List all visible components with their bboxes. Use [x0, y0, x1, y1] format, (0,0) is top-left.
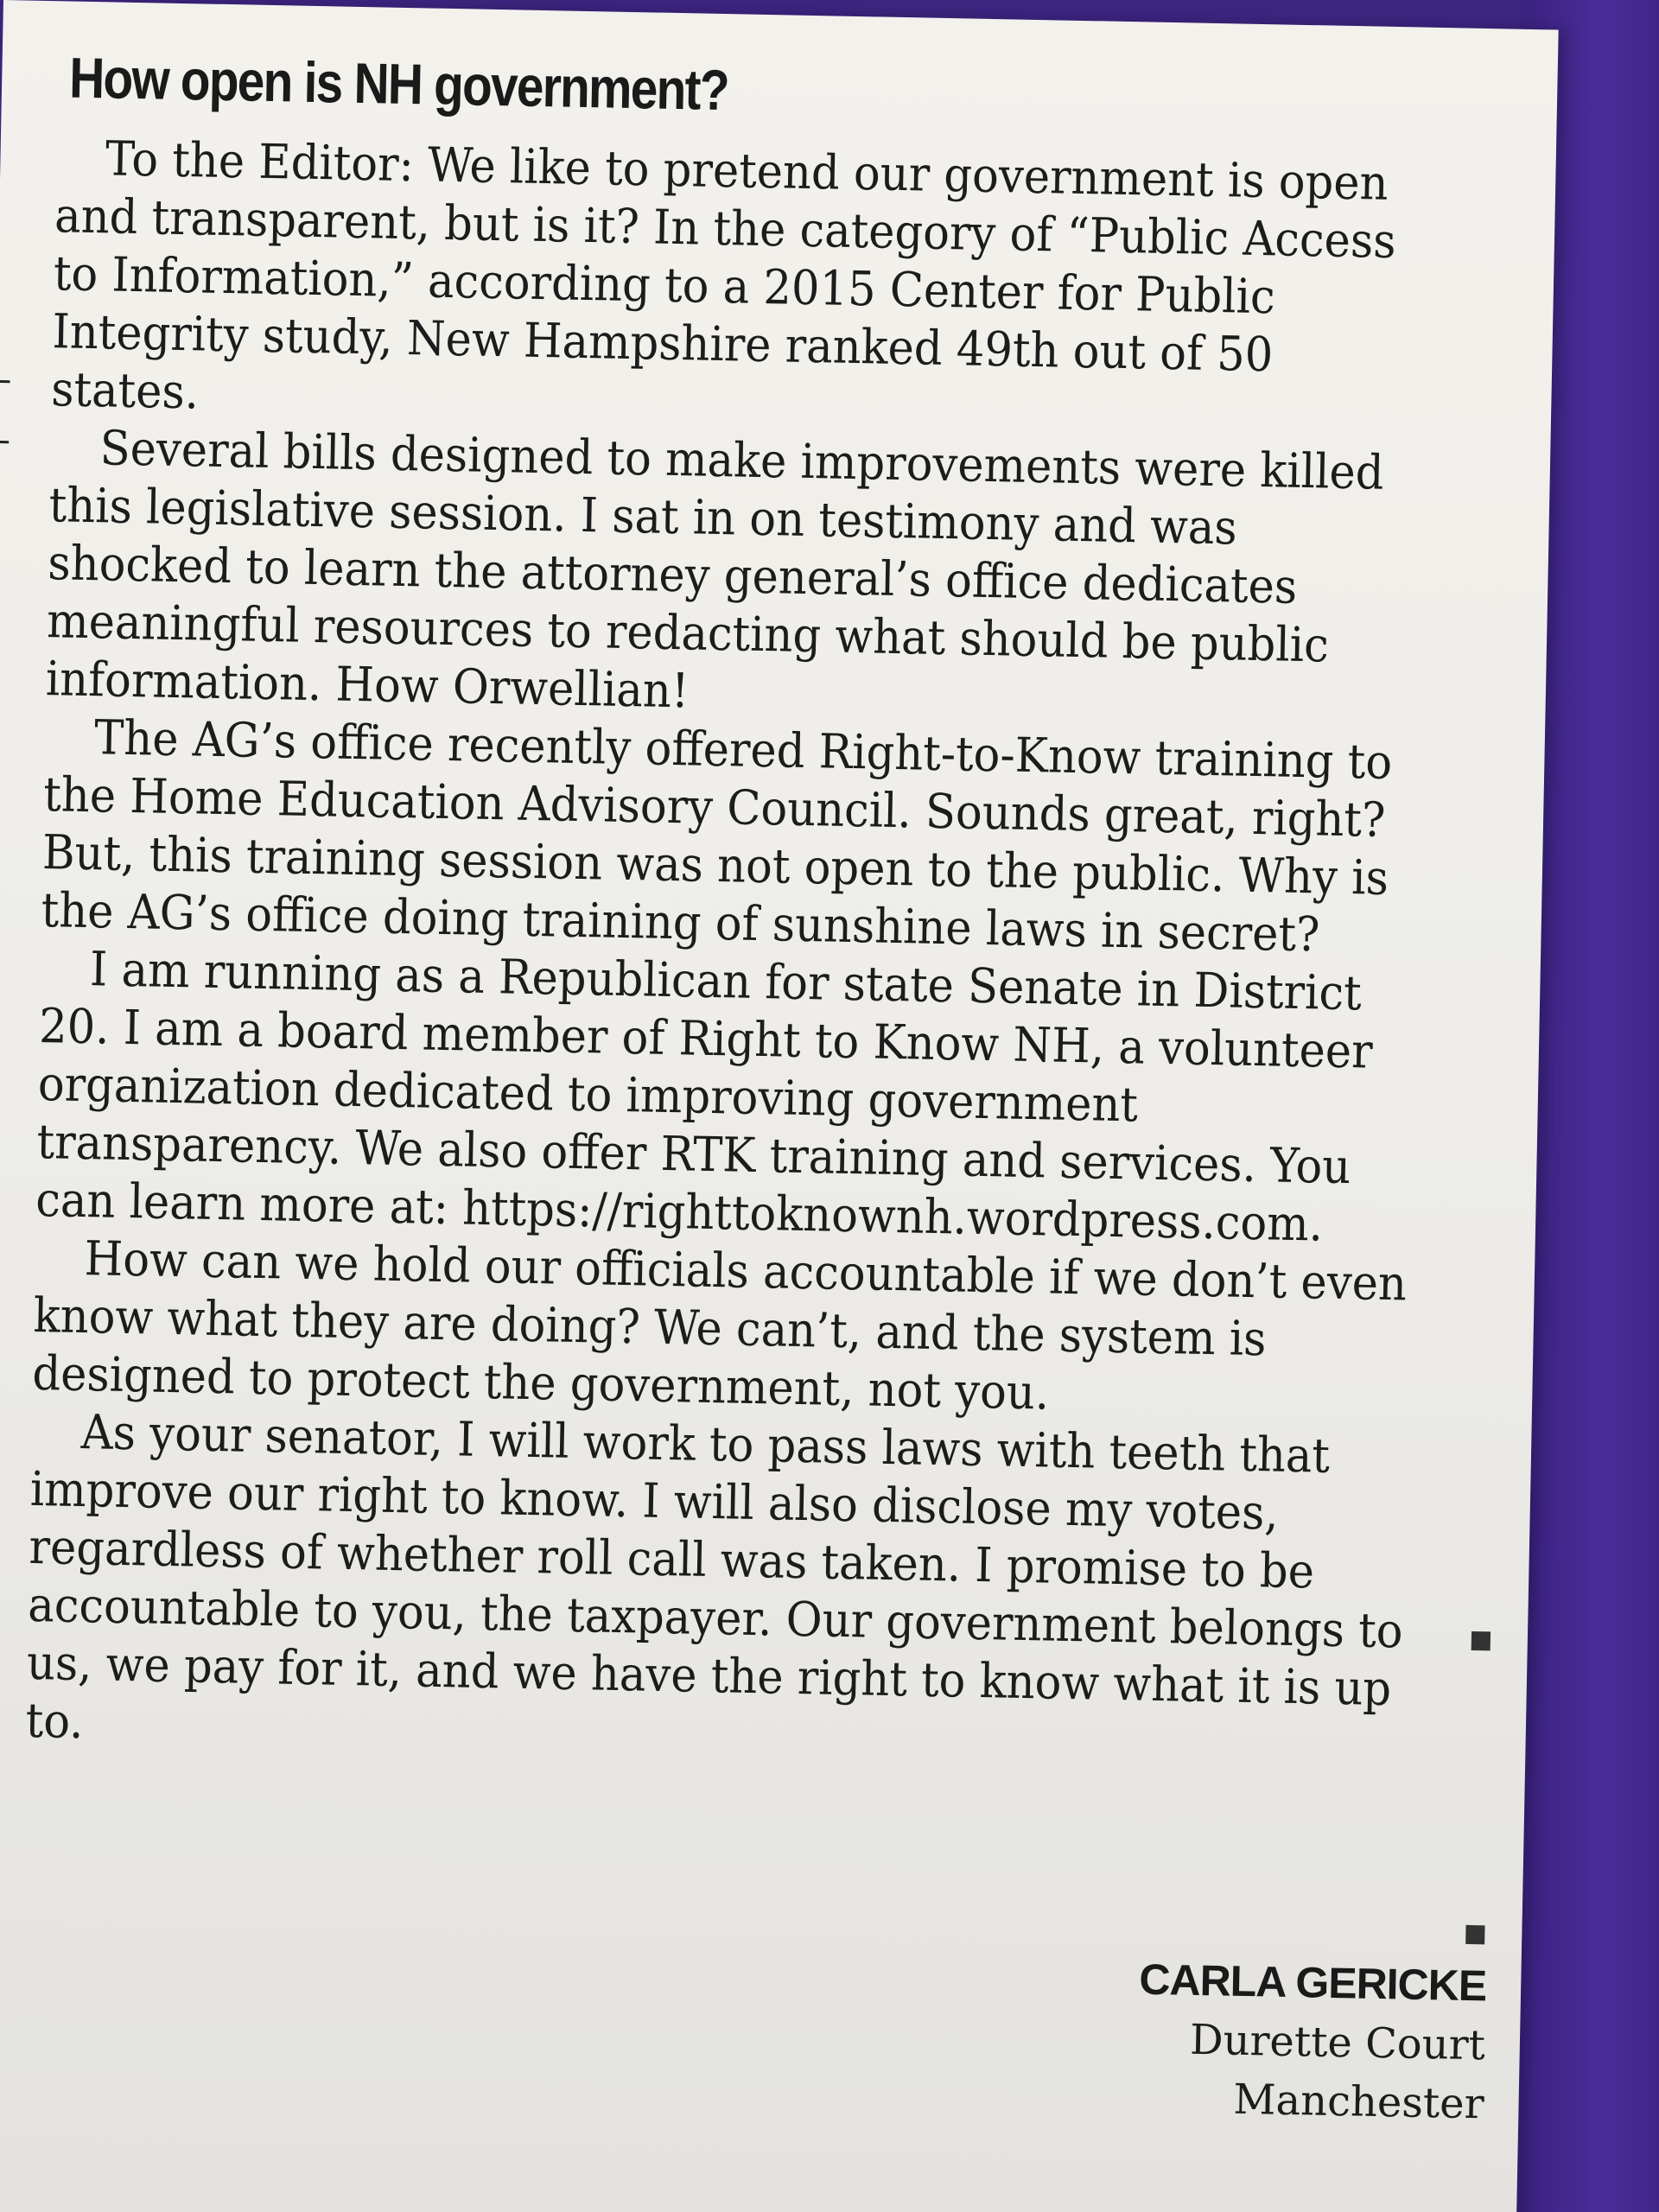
- column-edge-tick: [0, 441, 9, 443]
- column-edge-tick: [0, 380, 10, 383]
- letter-paragraph: Several bills designed to make improvements were killed this legislative session. I sat in on testimony and was shocked to learn the attorney general’s office dedicates meaningful resources to redacting what should be public information. How Orwellian!: [45, 420, 1385, 719]
- letter-signature: [1136, 1949, 1487, 2134]
- author-name: CARLA GERICKE: [1138, 1955, 1487, 2011]
- letter-paragraph: How can we hold our officials accountable if we don’t even know what they are doing? We can’t, and the system is designed to protect the government, not you.: [31, 1230, 1408, 1421]
- author-city: Manchester: [1232, 2075, 1485, 2129]
- square-bullet-icon: [1471, 1631, 1491, 1650]
- letter-column: [25, 44, 1440, 1776]
- letter-paragraph: To the Editor: We like to pretend our government is open and transparent, but is it? In the category of “Public Access to Information,” according to a 2015 Center for Public Integrity study, New Hampshire ranked 49th out of 50 states.: [50, 130, 1397, 420]
- letter-paragraph: I am running as a Republican for state Senate in District 20. I am a board member of Right to Know NH, a volunteer organization dedicated to improving government transparency. We also offer RTK training and services. You can learn more at: https://righttoknownh.wordpress.com.: [35, 941, 1374, 1252]
- letter-headline: How open is NH government?: [68, 45, 729, 123]
- square-bullet-icon: [1465, 1925, 1484, 1944]
- letter-paragraph: As your senator, I will work to pass laws with teeth that improve our right to know. I will also disclose my votes, regardless of whether roll call was taken. I promise to be accountable to you, the taxpayer. Our government belongs to us, we pay for it, and we have the right to know what it is up to.: [25, 1404, 1404, 1750]
- author-street: Durette Court: [1189, 2015, 1486, 2070]
- letter-body: [25, 129, 1438, 1776]
- letter-paragraph: The AG’s office recently offered Right-to-Know training to the Home Education Advisory Council. Sounds great, right? But, this training session was not open to the public. Why is the AG’s office doing training of sunshine laws in secret?: [41, 709, 1393, 963]
